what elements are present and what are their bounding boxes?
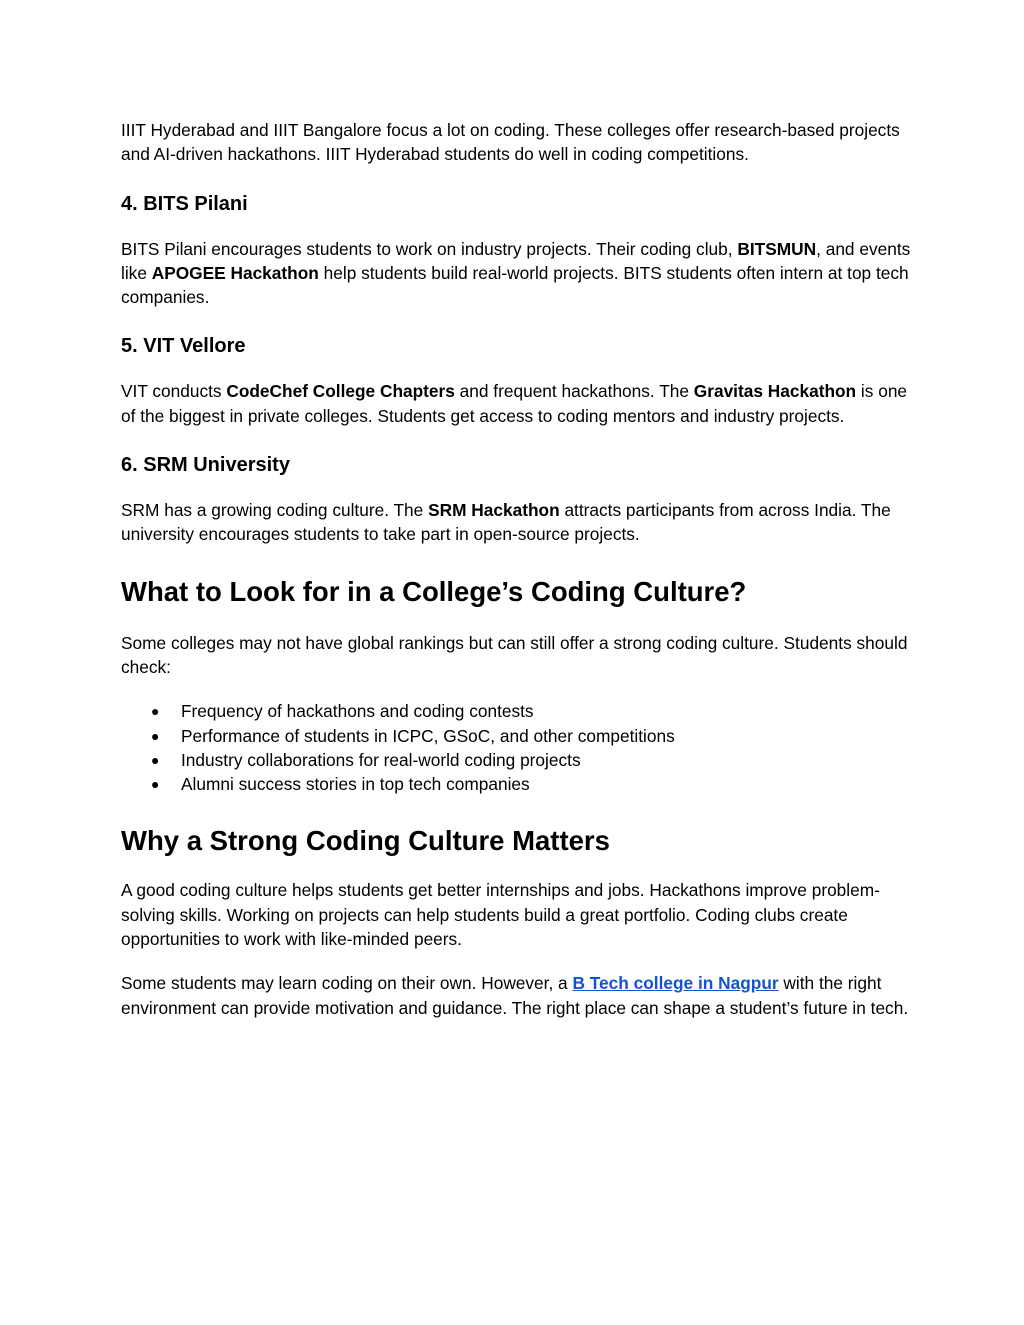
vit-bold-chapters: CodeChef College Chapters: [226, 381, 455, 402]
vit-paragraph: [121, 379, 911, 428]
why-paragraph-1: A good coding culture helps students get better internships and jobs. Hackathons improve problem-solving skills. Working on projects can help students build a great portfolio. Coding clubs create opportunities to work with like-minded peers.: [121, 880, 880, 950]
heading-srm-university: 6. SRM University: [121, 454, 290, 477]
bits-paragraph: [121, 237, 911, 310]
vit-bold-hackathon: Gravitas Hackathon: [693, 381, 857, 402]
list-item: [121, 699, 911, 723]
why-text-2: with the right environment can provide motivation and guidance. The right place can shape a student’s future in tech.: [121, 973, 909, 1018]
bullet-icon: ●: [151, 727, 160, 744]
bits-text-3: help students build real-world projects. BITS students often intern at top tech companies.: [121, 262, 909, 308]
look-paragraph: Some colleges may not have global rankings but can still offer a strong coding culture. Students should check:: [121, 632, 908, 677]
list-item: [121, 772, 911, 796]
heading-why-it-matters: Why a Strong Coding Culture Matters: [121, 825, 610, 857]
vit-text-1: VIT conducts: [121, 381, 227, 402]
list-item-text: Industry collaborations for real-world coding projects: [181, 749, 581, 770]
bullet-icon: ●: [151, 776, 160, 793]
heading-bits-pilani: 4. BITS Pilani: [121, 192, 248, 215]
srm-paragraph: [121, 498, 911, 547]
srm-text-1: SRM has a growing coding culture. The: [121, 500, 429, 521]
intro-paragraph: IIIT Hyderabad and IIIT Bangalore focus a lot on coding. These colleges offer research-based projects and AI-driven hackathons. IIIT Hyderabad students do well in coding competitions.: [121, 120, 900, 165]
list-item-text: Frequency of hackathons and coding contests: [181, 701, 534, 722]
heading-vit-vellore: 5. VIT Vellore: [121, 335, 246, 358]
document-page: [121, 118, 911, 1020]
why-text-1: Some students may learn coding on their own. However, a: [121, 973, 573, 994]
bits-bold-event: APOGEE Hackathon: [151, 262, 319, 283]
srm-bold-hackathon: SRM Hackathon: [428, 500, 560, 521]
srm-text-2: attracts participants from across India. The university encourages students to take part in open-source projects.: [121, 500, 891, 545]
bits-text-1: BITS Pilani encourages students to work on industry projects. Their coding club,: [121, 238, 738, 259]
bullet-icon: ●: [151, 751, 160, 768]
vit-text-3: is one of the biggest in private colleges. Students get access to coding mentors and industry projects.: [121, 381, 908, 426]
bits-bold-club: BITSMUN: [737, 238, 817, 259]
list-item-text: Alumni success stories in top tech companies: [181, 774, 530, 795]
bullet-icon: ●: [151, 703, 160, 720]
checklist: [121, 699, 911, 796]
list-item: [121, 724, 911, 748]
bits-text-2: , and events like: [121, 238, 911, 283]
list-item-text: Performance of students in ICPC, GSoC, and other competitions: [181, 725, 675, 746]
vit-text-2: and frequent hackathons. The: [454, 381, 694, 402]
why-paragraph-2: [121, 971, 911, 1020]
btech-nagpur-link[interactable]: B Tech college in Nagpur: [572, 973, 779, 994]
heading-what-to-look-for: What to Look for in a College’s Coding Culture?: [121, 575, 747, 607]
list-item: [121, 748, 911, 772]
